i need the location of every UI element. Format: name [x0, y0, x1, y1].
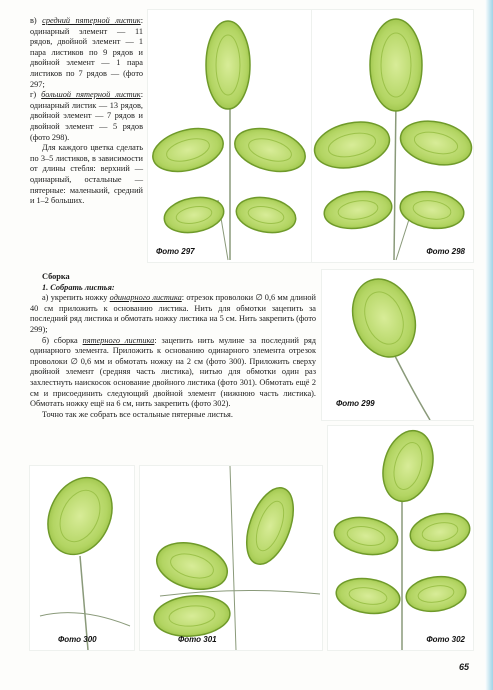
photo-302 — [328, 426, 473, 650]
paragraph-count: Для каждого цветка сделать по 3–5 листиков, в зависимости от длины стебля: верхний — одинарный, остальные — пятерные: маленький, средний и 1–2 больших. — [30, 143, 143, 206]
step-label: 1. Собрать листья: — [42, 282, 115, 292]
photo-297 — [148, 10, 311, 262]
photo-298 — [312, 10, 473, 262]
leaf-image-301 — [140, 466, 322, 650]
leaf-image-297 — [148, 10, 311, 262]
leaf-image-302 — [328, 426, 473, 650]
leaf-image-298 — [312, 10, 473, 262]
photo-300 — [30, 466, 134, 650]
text-column-upper — [30, 16, 143, 207]
leaf-image-299 — [322, 270, 473, 420]
page-edge-tint — [485, 0, 493, 690]
caption-300: Фото 300 — [58, 635, 97, 644]
section-heading: Сборка — [42, 272, 70, 281]
caption-302: Фото 302 — [426, 635, 465, 644]
page-number: 65 — [458, 662, 469, 672]
photo-299 — [322, 270, 473, 420]
paragraph-closing: Точно так же собрать все остальные пятерные листья. — [42, 409, 233, 419]
caption-299: Фото 299 — [336, 399, 375, 408]
caption-301: Фото 301 — [178, 635, 217, 644]
caption-298: Фото 298 — [426, 247, 465, 256]
paragraph-medium-leaf: в) средний пятерной листик: одинарный элемент — 11 рядов, двойной элемент — 1 пара листиков по 9 рядов и двойной элемент — 1 пара листиков по 7 рядов — (фото 297; — [30, 16, 143, 89]
leaf-image-300 — [30, 466, 134, 650]
caption-297: Фото 297 — [156, 247, 195, 256]
paragraph-step-a: а) укрепить ножку одинарного листика: отрезок проволоки ∅ 0,6 мм длиной 40 см приложить к основанию листика. Нить для обмотки зацепить за последний ряд листика и обмотать ножку листика на 5 см. Нить закрепить (фото 299); — [30, 293, 316, 334]
paragraph-step-b: б) сборка пятерного листика: зацепить нить мулине за последний ряд одинарного элемента. Приложить к основанию одинарного элемента отрезок проволоки ∅ 0,6 мм и обмотать ножку на 2 см (фото 300). Приложить сверху двойной элемент (средняя часть листика), нитью для обмотки один раз захлестнуть наискосок основание двойного листика (фото 301). Обмотать ещё 2 см и присоединить следующий двойной элемент (нижнюю часть листика). Обмотать ножку ещё на 6 см, нить закрепить (фото 302). — [30, 335, 317, 409]
text-column-assembly — [30, 272, 316, 420]
paragraph-large-leaf: г) большой пятерной листик: одинарный листик — 13 рядов, двойной элемент — 7 рядов и двойной элемент — 5 рядов (фото 298). — [30, 90, 143, 142]
photo-301 — [140, 466, 322, 650]
